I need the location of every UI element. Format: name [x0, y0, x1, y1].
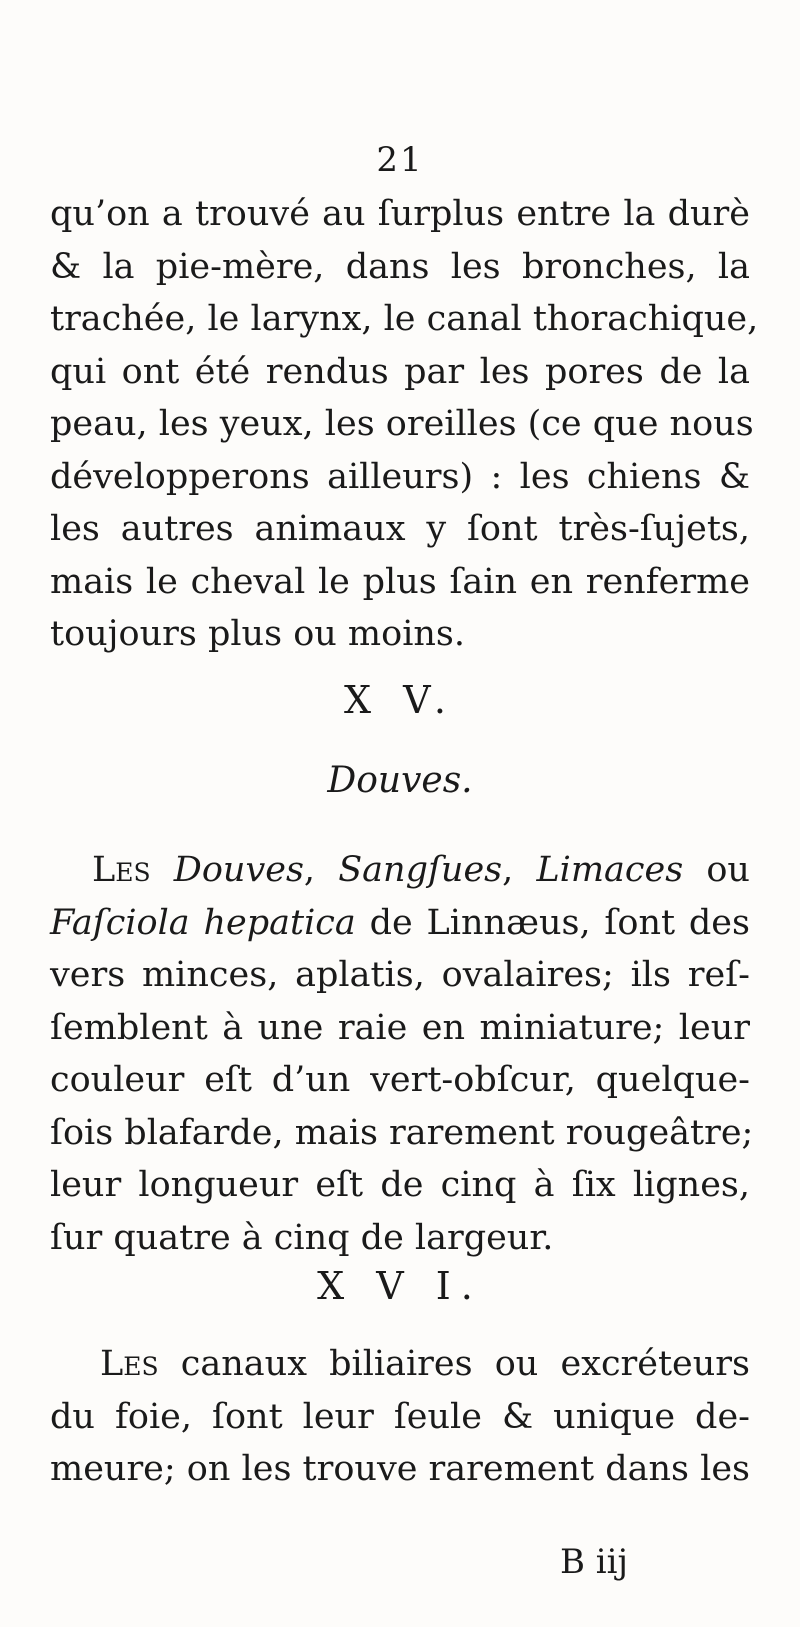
text-line: toujours plus ou moins. [50, 614, 466, 654]
text-line: trachée, le larynx, le canal thorachique, [50, 299, 759, 339]
text-line [50, 844, 750, 897]
text-line: mais le cheval le plus ſain en renferme [50, 561, 750, 602]
line-tail: de Linnæus, ſont des [355, 902, 750, 943]
text-line: vers minces, aplatis, ovalaires; ils reſ- [50, 955, 750, 995]
text-line [50, 1338, 750, 1391]
text-line: peau, les yeux, les oreilles (ce que nous [50, 404, 754, 444]
lead-word: Les [100, 1344, 159, 1384]
text-line: ſemblent à une raie en miniature; leur [50, 1007, 750, 1048]
italic-term: Limaces [536, 850, 684, 890]
section-title-douves: Douves. [327, 760, 473, 801]
paragraph-douves [50, 844, 754, 1264]
italic-term: Sangſues [338, 850, 503, 890]
text-line: développerons ailleurs) : les chiens & [50, 456, 750, 497]
page-number: 21 [376, 140, 424, 180]
italic-term: Douves [173, 850, 304, 890]
text-line: ſois blafarde, mais rarement rougeâtre; [50, 1112, 754, 1153]
text-line: ſur quatre à cinq de largeur. [50, 1217, 554, 1258]
lead-word: Les [92, 850, 151, 890]
section-number-xv: X V. [343, 678, 456, 722]
text-line: leur longueur eſt de cinq à ſix lignes, [50, 1165, 750, 1205]
text-line: du foie, ſont leur ſeule & unique de- [50, 1396, 750, 1437]
paragraph-continued [50, 188, 759, 661]
text-line [50, 897, 750, 950]
paragraph-canaux [50, 1338, 750, 1496]
separator: , [502, 850, 537, 890]
text-line: qu’on a trouvé au ſurplus entre la durè [50, 194, 750, 234]
text-line: qui ont été rendus par les pores de la [50, 351, 750, 392]
text-line: couleur eſt d’un vert-obſcur, quelque- [50, 1060, 750, 1100]
signature-mark: B iij [560, 1542, 629, 1582]
separator: , [303, 850, 339, 890]
text-line: & la pie-mère, dans les bronches, la [50, 246, 750, 287]
section-number-xvi: X V I. [317, 1264, 483, 1308]
text-line: meure; on les trouve rarement dans les [50, 1449, 750, 1489]
italic-term: Faſciola hepatica [50, 902, 356, 943]
text-line: les autres animaux y ſont très-ſujets, [50, 509, 750, 549]
line-tail: canaux biliaires ou excréteurs [158, 1344, 750, 1384]
line-tail: ou [683, 850, 750, 890]
